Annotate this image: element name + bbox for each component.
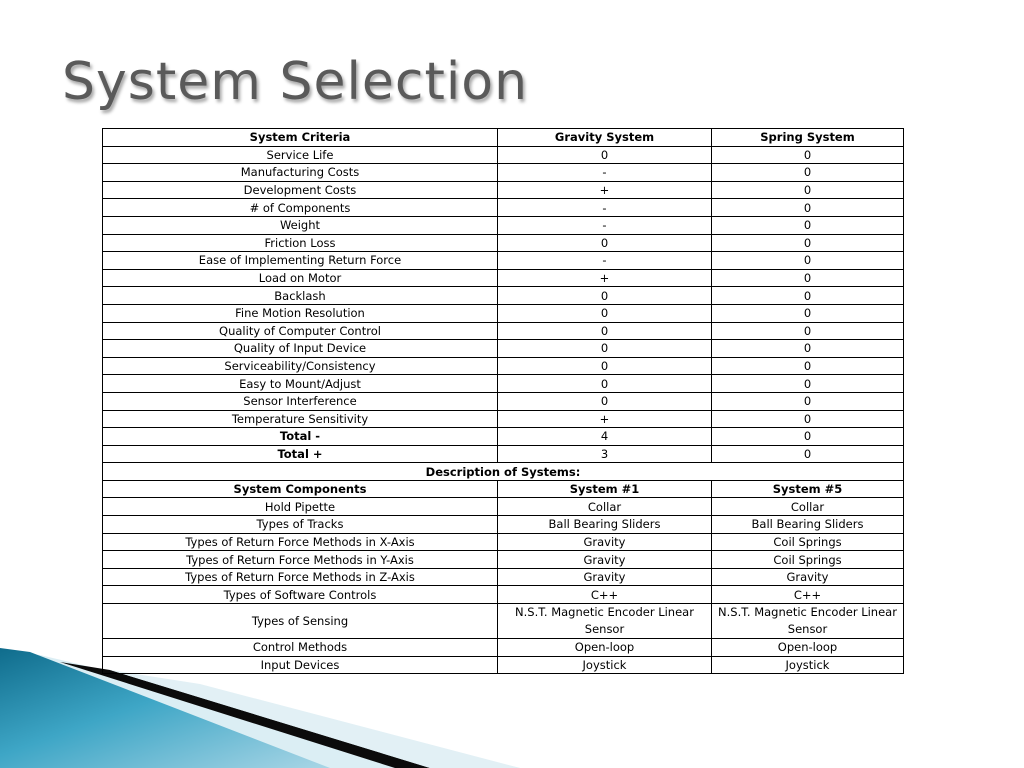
component-cell: Hold Pipette [103, 498, 498, 516]
table-row [103, 304, 904, 322]
component-cell: Types of Software Controls [103, 586, 498, 604]
system1-cell: Gravity [498, 533, 712, 551]
table-row [103, 199, 904, 217]
component-cell: Types of Return Force Methods in Z-Axis [103, 568, 498, 586]
criterion-cell: Quality of Computer Control [103, 322, 498, 340]
header-cell: System #1 [498, 480, 712, 498]
system1-cell: N.S.T. Magnetic Encoder Linear Sensor [498, 604, 712, 639]
header-cell: Spring System [712, 129, 904, 147]
system5-cell: N.S.T. Magnetic Encoder Linear Sensor [712, 604, 904, 639]
table-row [103, 269, 904, 287]
description-heading: Description of Systems: [103, 463, 904, 481]
table-row [103, 357, 904, 375]
gravity-score-cell: 0 [498, 146, 712, 164]
component-cell: Types of Sensing [103, 604, 498, 639]
spring-score-cell: 0 [712, 164, 904, 182]
table-row [103, 234, 904, 252]
gravity-total-cell: 3 [498, 445, 712, 463]
gravity-score-cell: - [498, 216, 712, 234]
description-header-row [103, 480, 904, 498]
criterion-cell: Sensor Interference [103, 392, 498, 410]
spring-score-cell: 0 [712, 375, 904, 393]
system5-cell: Coil Springs [712, 551, 904, 569]
gravity-score-cell: 0 [498, 392, 712, 410]
header-cell: System Components [103, 480, 498, 498]
table-row [103, 656, 904, 674]
system-selection-table [102, 128, 904, 674]
spring-score-cell: 0 [712, 234, 904, 252]
table-row [103, 516, 904, 534]
criterion-cell: Friction Loss [103, 234, 498, 252]
gravity-score-cell: + [498, 410, 712, 428]
table-row [103, 252, 904, 270]
table-row [103, 639, 904, 657]
gravity-score-cell: 0 [498, 340, 712, 358]
criterion-cell: Easy to Mount/Adjust [103, 375, 498, 393]
criterion-cell: Service Life [103, 146, 498, 164]
header-cell: System #5 [712, 480, 904, 498]
table-row [103, 392, 904, 410]
table-row [103, 533, 904, 551]
spring-score-cell: 0 [712, 216, 904, 234]
criterion-cell: Weight [103, 216, 498, 234]
component-cell: Types of Return Force Methods in X-Axis [103, 533, 498, 551]
system1-cell: Joystick [498, 656, 712, 674]
description-heading-row [103, 463, 904, 481]
system1-cell: Gravity [498, 551, 712, 569]
spring-score-cell: 0 [712, 269, 904, 287]
system1-cell: Ball Bearing Sliders [498, 516, 712, 534]
spring-score-cell: 0 [712, 340, 904, 358]
gravity-score-cell: 0 [498, 357, 712, 375]
spring-score-cell: 0 [712, 287, 904, 305]
system5-cell: Collar [712, 498, 904, 516]
table-row [103, 287, 904, 305]
component-cell: Input Devices [103, 656, 498, 674]
total-minus-row [103, 428, 904, 446]
criteria-header-row [103, 129, 904, 147]
criterion-cell: Load on Motor [103, 269, 498, 287]
total-label: Total + [103, 445, 498, 463]
table-row [103, 146, 904, 164]
system5-cell: Gravity [712, 568, 904, 586]
header-cell: Gravity System [498, 129, 712, 147]
gravity-score-cell: + [498, 181, 712, 199]
spring-total-cell: 0 [712, 428, 904, 446]
spring-score-cell: 0 [712, 146, 904, 164]
table-row [103, 340, 904, 358]
table-row [103, 551, 904, 569]
system5-cell: Ball Bearing Sliders [712, 516, 904, 534]
spring-score-cell: 0 [712, 410, 904, 428]
table-row [103, 410, 904, 428]
header-cell: System Criteria [103, 129, 498, 147]
table-row [103, 216, 904, 234]
system1-cell: C++ [498, 586, 712, 604]
total-plus-row [103, 445, 904, 463]
total-label: Total - [103, 428, 498, 446]
gravity-total-cell: 4 [498, 428, 712, 446]
gravity-score-cell: 0 [498, 375, 712, 393]
spring-total-cell: 0 [712, 445, 904, 463]
slide-title: System Selection [62, 52, 529, 112]
system5-cell: Joystick [712, 656, 904, 674]
criterion-cell: Manufacturing Costs [103, 164, 498, 182]
component-cell: Control Methods [103, 639, 498, 657]
table-row [103, 322, 904, 340]
spring-score-cell: 0 [712, 199, 904, 217]
criterion-cell: Ease of Implementing Return Force [103, 252, 498, 270]
table-row [103, 181, 904, 199]
component-cell: Types of Tracks [103, 516, 498, 534]
spring-score-cell: 0 [712, 357, 904, 375]
spring-score-cell: 0 [712, 304, 904, 322]
criterion-cell: Development Costs [103, 181, 498, 199]
table-row [103, 375, 904, 393]
criterion-cell: Backlash [103, 287, 498, 305]
gravity-score-cell: - [498, 164, 712, 182]
spring-score-cell: 0 [712, 322, 904, 340]
criterion-cell: Quality of Input Device [103, 340, 498, 358]
gravity-score-cell: - [498, 252, 712, 270]
table-row [103, 164, 904, 182]
gravity-score-cell: 0 [498, 304, 712, 322]
gravity-score-cell: 0 [498, 287, 712, 305]
table-row [103, 498, 904, 516]
system1-cell: Gravity [498, 568, 712, 586]
table-row [103, 568, 904, 586]
gravity-score-cell: - [498, 199, 712, 217]
criterion-cell: # of Components [103, 199, 498, 217]
system5-cell: Open-loop [712, 639, 904, 657]
spring-score-cell: 0 [712, 252, 904, 270]
gravity-score-cell: + [498, 269, 712, 287]
table-row [103, 604, 904, 639]
spring-score-cell: 0 [712, 392, 904, 410]
criterion-cell: Fine Motion Resolution [103, 304, 498, 322]
gravity-score-cell: 0 [498, 322, 712, 340]
spring-score-cell: 0 [712, 181, 904, 199]
criterion-cell: Serviceability/Consistency [103, 357, 498, 375]
component-cell: Types of Return Force Methods in Y-Axis [103, 551, 498, 569]
system1-cell: Collar [498, 498, 712, 516]
system5-cell: C++ [712, 586, 904, 604]
gravity-score-cell: 0 [498, 234, 712, 252]
criterion-cell: Temperature Sensitivity [103, 410, 498, 428]
system1-cell: Open-loop [498, 639, 712, 657]
table-row [103, 586, 904, 604]
system5-cell: Coil Springs [712, 533, 904, 551]
